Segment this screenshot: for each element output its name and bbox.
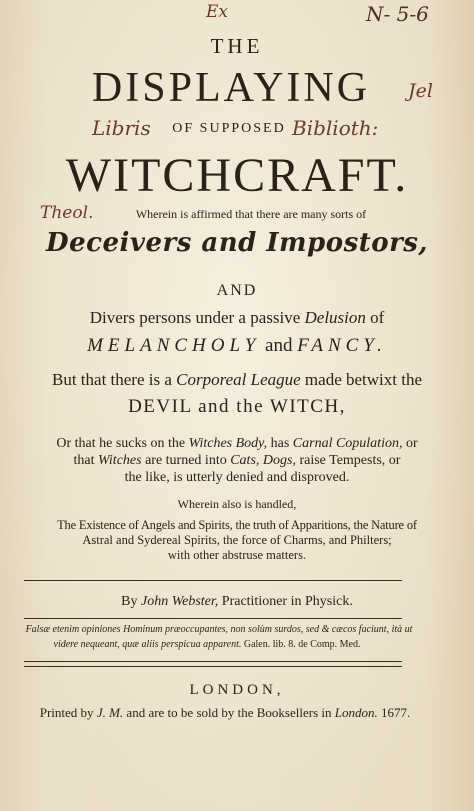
text-author-by: By xyxy=(121,594,138,609)
text-or-1c: has xyxy=(270,436,290,451)
text-melancholy: MELANCHOLY xyxy=(87,335,261,356)
text-melancholy-and: and xyxy=(265,335,293,356)
text-existence-2: Astral and Sydereal Spirits, the force of Charms, and Philters; xyxy=(82,533,392,547)
text-or-line-3: the like, is utterly denied and disproved. xyxy=(124,470,350,485)
text-devil-witch: DEVIL and the WITCH, xyxy=(128,396,346,417)
text-delusion: Delusion xyxy=(304,308,366,327)
text-imprint xyxy=(0,705,462,721)
text-fancy: FANCY. xyxy=(297,335,387,356)
title-witchcraft: WITCHCRAFT. xyxy=(65,149,409,202)
text-melancholy-fancy xyxy=(0,335,474,357)
text-or-line-1 xyxy=(0,436,474,452)
title-of-supposed: OF SUPPOSED xyxy=(172,121,286,136)
text-or-1e: or xyxy=(405,436,418,451)
divider-rule-1 xyxy=(24,580,402,581)
text-quote-2b: Galen. lib. 8. de Comp. Med. xyxy=(243,639,361,650)
divider-rule-2 xyxy=(24,618,402,619)
text-imprint-city: LONDON, xyxy=(189,682,285,698)
handwritten-ex: Ex xyxy=(206,2,228,22)
text-author-role: Practitioner in Physick. xyxy=(221,594,353,609)
text-corporeal-league: Corporeal League xyxy=(176,370,301,389)
divider-rule-4 xyxy=(24,666,402,667)
text-wherein-handled: Wherein also is handled, xyxy=(177,497,297,511)
text-printed-by: Printed by xyxy=(39,705,94,720)
text-or-2a: that xyxy=(73,453,95,468)
text-divers-of: of xyxy=(370,308,385,327)
text-or-1a: Or that he sucks on the xyxy=(56,436,186,451)
text-or-2d: Cats, Dogs, xyxy=(230,453,296,468)
text-quote-2a: videre nequeant, quæ aliis perspicua apparent. xyxy=(53,639,242,650)
text-divers-prefix: Divers persons under a passive xyxy=(89,308,301,327)
title-displaying: DISPLAYING xyxy=(91,65,371,111)
text-or-1d: Carnal Copulation, xyxy=(292,436,403,451)
text-wherein-affirmed: Wherein is affirmed that there are many sorts of xyxy=(135,207,367,221)
text-divers-persons xyxy=(0,308,474,328)
text-deceivers-impostors: Deceivers and Impostors, xyxy=(46,228,428,258)
text-or-line-2 xyxy=(0,453,474,469)
text-existence-1: The Existence of Angels and Spirits, the truth of Apparitions, the Nature of xyxy=(57,518,417,532)
text-or-1b: Witches Body, xyxy=(188,436,268,451)
text-year: 1677. xyxy=(380,705,411,720)
text-printer: J. M. xyxy=(96,705,124,720)
text-sold-by: and are to be sold by the Booksellers in xyxy=(126,705,332,720)
text-but-suffix: made betwixt the xyxy=(304,370,422,389)
text-but-prefix: But that there is a xyxy=(51,370,172,389)
handwritten-biblioth: Biblioth: xyxy=(292,116,379,140)
text-or-2e: raise Tempests, or xyxy=(299,453,401,468)
handwritten-theol: Theol. xyxy=(40,203,94,223)
handwritten-shelfmark: N- 5-6 xyxy=(366,2,429,26)
handwritten-margin-note: Jel xyxy=(408,80,433,102)
text-and: AND xyxy=(216,282,258,299)
handwritten-libris: Libris xyxy=(92,116,151,140)
text-or-2c: are turned into xyxy=(145,453,227,468)
title-the: THE xyxy=(210,34,264,58)
text-london: London. xyxy=(334,705,378,720)
text-or-2b: Witches xyxy=(98,453,142,468)
text-quote-line-1: Falsæ etenim opiniones Hominum præoccupantes, non solùm surdos, sed & cæcos faciunt, ità ut xyxy=(25,624,413,635)
text-existence-3: with other abstruse matters. xyxy=(167,548,307,562)
text-but-that xyxy=(0,370,474,390)
text-author xyxy=(0,594,474,610)
text-author-name: John Webster, xyxy=(141,594,219,609)
divider-rule-3 xyxy=(24,661,402,662)
text-quote-line-2 xyxy=(0,639,444,650)
